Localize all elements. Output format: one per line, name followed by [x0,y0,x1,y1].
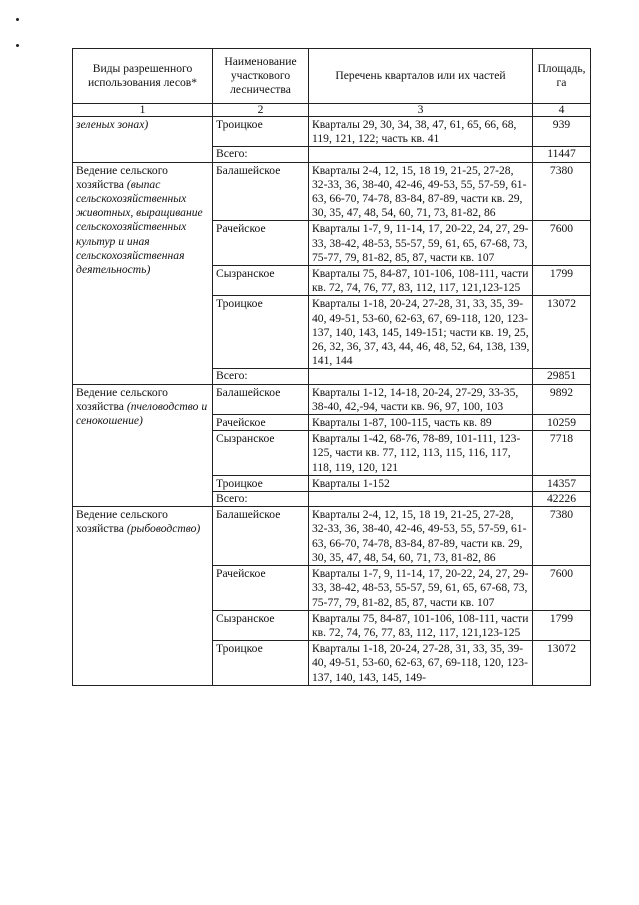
use-type-cell: зеленых зонах) [73,117,213,163]
column-number: 2 [213,104,309,117]
scan-speck [16,18,19,21]
use-type-detail: (выпас сельскохозяйственных животных, выращивание сельскохозяйственных культур и иная сельскохозяйственная деятельность) [76,177,203,277]
column-number: 3 [309,104,533,117]
area-value: 10259 [533,415,591,431]
use-type-cell [73,162,213,384]
forestry-name: Рачейское [213,566,309,611]
area-value: 13072 [533,296,591,369]
use-type-label: Ведение сельского хозяйства [76,385,168,413]
quarters-list: Кварталы 1-7, 9, 11-14, 17, 20-22, 24, 27, 29-33, 38-42, 48-53, 55-57, 59, 61, 65, 67-68, 73, 75-77, 79, 81-82, 85, 87, части кв. 107 [309,221,533,266]
header-forestry-name: Наименование участкового лесничества [213,49,309,104]
forestry-name: Рачейское [213,221,309,266]
table-row [73,117,591,147]
forestry-name: Троицкое [213,641,309,686]
scan-speck [16,44,19,47]
column-number: 1 [73,104,213,117]
area-value: 14357 [533,475,591,491]
use-type-detail: (пчеловодство и сенокошение) [76,399,208,428]
area-value: 1799 [533,610,591,640]
total-area: 11447 [533,147,591,162]
table-header-row [73,49,591,104]
forestry-name: Балашейское [213,507,309,566]
total-area: 29851 [533,369,591,384]
total-label: Всего: [213,369,309,384]
quarters-list: Кварталы 2-4, 12, 15, 18 19, 21-25, 27-28, 32-33, 36, 38-40, 42-46, 49-53, 55, 57-59, 61-63, 66-70, 74-78, 83-84, 87-89, части кв. 29, 30, 35, 47, 48, 54, 60, 71, 73, 81-82, 86 [309,162,533,221]
quarters-list: Кварталы 1-18, 20-24, 27-28, 31, 33, 35, 39-40, 49-51, 53-60, 62-63, 67, 69-118, 120, 123-137, 140, 143, 145, 149-151; части кв. 19, 25, 26, 32, 36, 37, 43, 44, 46, 48, 52, 64, 138, 139, 141, 144 [309,296,533,369]
forestry-name: Сызранское [213,431,309,476]
use-type-label: Ведение сельского хозяйства [76,163,168,191]
area-value: 7718 [533,431,591,476]
quarters-list: Кварталы 1-7, 9, 11-14, 17, 20-22, 24, 27, 29-33, 38-42, 48-53, 55-57, 59, 61, 65, 67-68, 73, 75-77, 79, 81-82, 85, 87, части кв. 107 [309,566,533,611]
table-row [73,507,591,566]
quarters-list: Кварталы 75, 84-87, 101-106, 108-111, части кв. 72, 74, 76, 77, 83, 112, 117, 121,123-125 [309,266,533,296]
forest-use-table [72,48,591,686]
quarters-list: Кварталы 1-87, 100-115, часть кв. 89 [309,415,533,431]
forestry-name: Троицкое [213,475,309,491]
forestry-name: Троицкое [213,117,309,147]
quarters-list: Кварталы 1-12, 14-18, 20-24, 27-29, 33-35, 38-40, 42,-94, части кв. 96, 97, 100, 103 [309,384,533,414]
forestry-name: Балашейское [213,162,309,221]
header-area: Площадь, га [533,49,591,104]
total-empty-cell [309,147,533,162]
total-empty-cell [309,369,533,384]
forestry-name: Сызранское [213,266,309,296]
area-value: 7380 [533,162,591,221]
quarters-list: Кварталы 75, 84-87, 101-106, 108-111, части кв. 72, 74, 76, 77, 83, 112, 117, 121,123-125 [309,610,533,640]
use-type-label: Ведение сельского хозяйства [76,508,168,536]
total-label: Всего: [213,147,309,162]
table-row [73,384,591,414]
quarters-list: Кварталы 1-42, 68-76, 78-89, 101-111, 123-125, части кв. 77, 112, 113, 115, 116, 117, 118, 119, 120, 121 [309,431,533,476]
total-empty-cell [309,492,533,507]
forestry-name: Сызранское [213,610,309,640]
quarters-list: Кварталы 1-152 [309,475,533,491]
use-type-cell [73,507,213,685]
forestry-name: Рачейское [213,415,309,431]
forestry-name: Балашейское [213,384,309,414]
area-value: 13072 [533,641,591,686]
use-type-cell [73,384,213,507]
table-row [73,162,591,221]
area-value: 7380 [533,507,591,566]
area-value: 1799 [533,266,591,296]
area-value: 939 [533,117,591,147]
quarters-list: Кварталы 2-4, 12, 15, 18 19, 21-25, 27-28, 32-33, 36, 38-40, 42-46, 49-53, 55, 57-59, 61-63, 66-70, 74-78, 83-84, 87-89, части кв. 29, 30, 35, 47, 48, 54, 60, 71, 73, 81-82, 86 [309,507,533,566]
area-value: 7600 [533,221,591,266]
total-label: Всего: [213,492,309,507]
quarters-list: Кварталы 1-18, 20-24, 27-28, 31, 33, 35, 39-40, 49-51, 53-60, 62-63, 67, 69-118, 120, 123-137, 140, 143, 145, 149- [309,641,533,686]
header-use-type: Виды разрешенного использования лесов* [73,49,213,104]
forestry-name: Троицкое [213,296,309,369]
area-value: 7600 [533,566,591,611]
quarters-list: Кварталы 29, 30, 34, 38, 47, 61, 65, 66, 68, 119, 121, 122; часть кв. 41 [309,117,533,147]
header-quarters-list: Перечень кварталов или их частей [309,49,533,104]
area-value: 9892 [533,384,591,414]
total-area: 42226 [533,492,591,507]
column-number-row [73,104,591,117]
column-number: 4 [533,104,591,117]
use-type-detail: (рыбоводство) [126,522,201,536]
